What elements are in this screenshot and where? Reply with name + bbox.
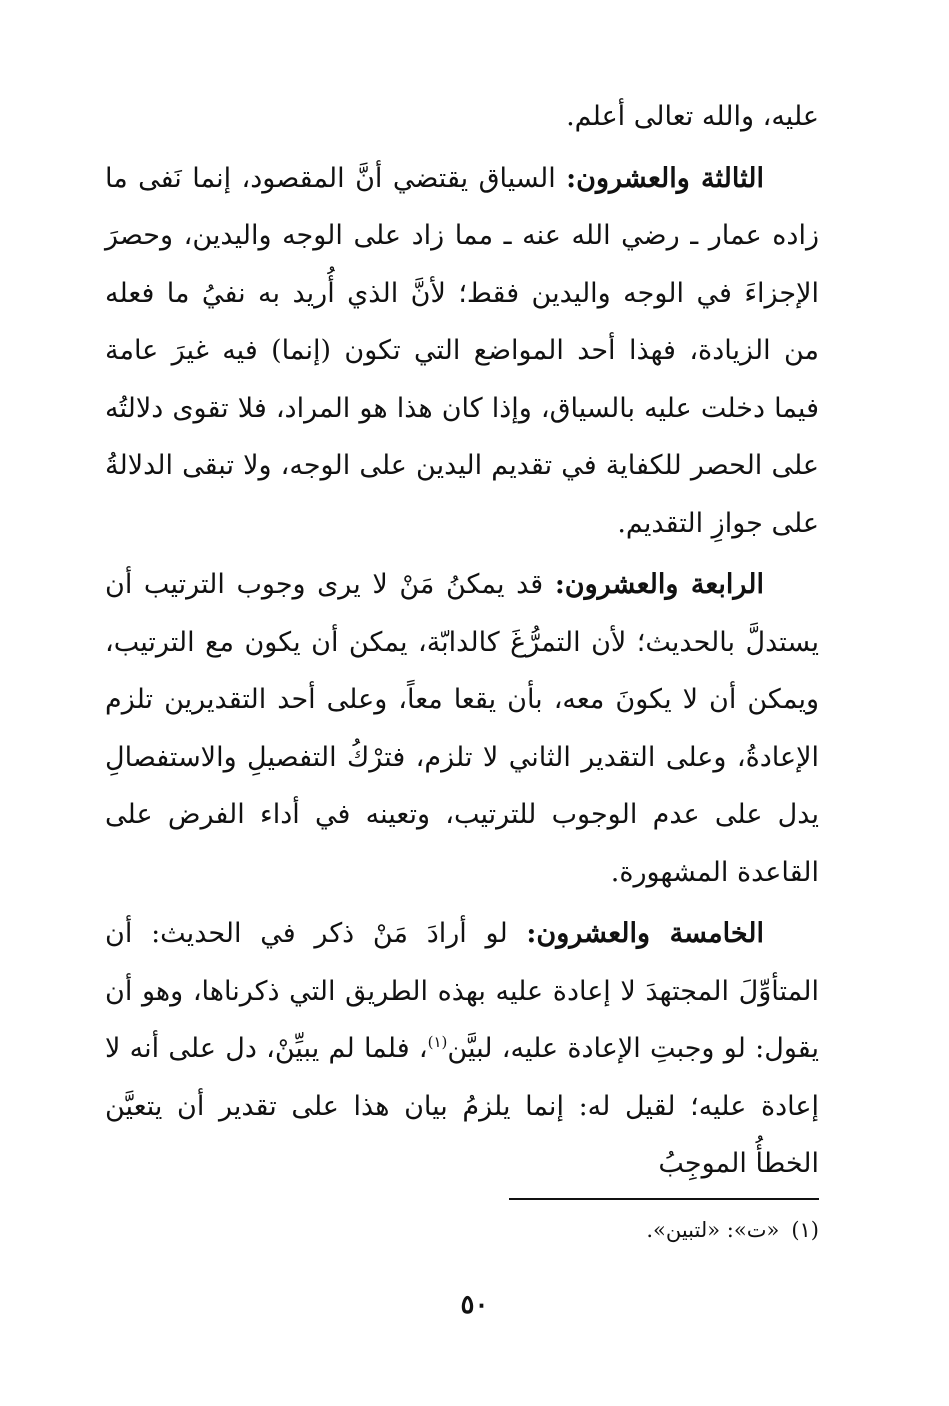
paragraph-text: لو أرادَ مَنْ ذكر في الحديث: أن المتأوِّلَ المجتهدَ لا إعادة عليه بهذه الطريق التي ذكرناها، وهو أن يقول: لو وجبتِ الإعادة عليه، لبيَّن bbox=[105, 918, 819, 1064]
paragraph-heading: الرابعة والعشرون: bbox=[554, 569, 764, 600]
footnote-text: «ت»: «لتبين». bbox=[646, 1218, 780, 1242]
main-text bbox=[105, 88, 819, 1193]
paragraph-25 bbox=[105, 905, 819, 1193]
paragraph-text: عليه، والله تعالى أعلم. bbox=[566, 101, 819, 132]
footnote-reference[interactable]: (١) bbox=[427, 1033, 448, 1051]
paragraph-heading: الخامسة والعشرون: bbox=[526, 918, 764, 949]
paragraph-continuation bbox=[105, 88, 819, 146]
footnote-number: (١) bbox=[791, 1218, 819, 1242]
footnote bbox=[646, 1215, 819, 1245]
paragraph-text: ، فلما لم يبيِّنْ، دل على أنه لا إعادة عليه؛ لقيل له: إنما يلزمُ بيان هذا على تقدير أن يتعيَّن الخطأُ الموجِبُ bbox=[105, 1033, 819, 1179]
paragraph-23 bbox=[105, 150, 819, 553]
paragraph-text: السياق يقتضي أنَّ المقصود، إنما نَفى ما زاده عمار ـ رضي الله عنه ـ مما زاد على الوجه واليدين، وحصرَ الإجزاءَ في الوجه واليدين فقط؛ لأنَّ الذي أُريد به نفيُ ما فعله من الزيادة، فهذا أحد المواضع التي تكون (إنما) فيه غيرَ عامة فيما دخلت عليه بالسياق، وإذا كان هذا هو المراد، فلا تقوى دلالتُه على الحصر للكفاية في تقديم اليدين على الوجه، ولا تبقى الدلالةُ على جوازِ التقديم. bbox=[105, 162, 819, 539]
paragraph-24 bbox=[105, 556, 819, 901]
page-number: ٥٠ bbox=[460, 1290, 489, 1320]
paragraph-text: قد يمكنُ مَنْ لا يرى وجوب الترتيب أن يستدلَّ بالحديث؛ لأن التمرُّغَ كالدابّة، يمكن أن يكون مع الترتيب، ويمكن أن لا يكونَ معه، بأن يقعا معاً، وعلى أحد التقديرين تلزم الإعادةُ، وعلى التقدير الثاني لا تلزم، فترْكُ التفصيلِ والاستفصالِ يدل على عدم الوجوب للترتيب، وتعينه في أداء الفرض على القاعدة المشهورة. bbox=[105, 569, 819, 888]
footnote-divider bbox=[509, 1198, 819, 1200]
paragraph-heading: الثالثة والعشرون: bbox=[566, 162, 764, 194]
